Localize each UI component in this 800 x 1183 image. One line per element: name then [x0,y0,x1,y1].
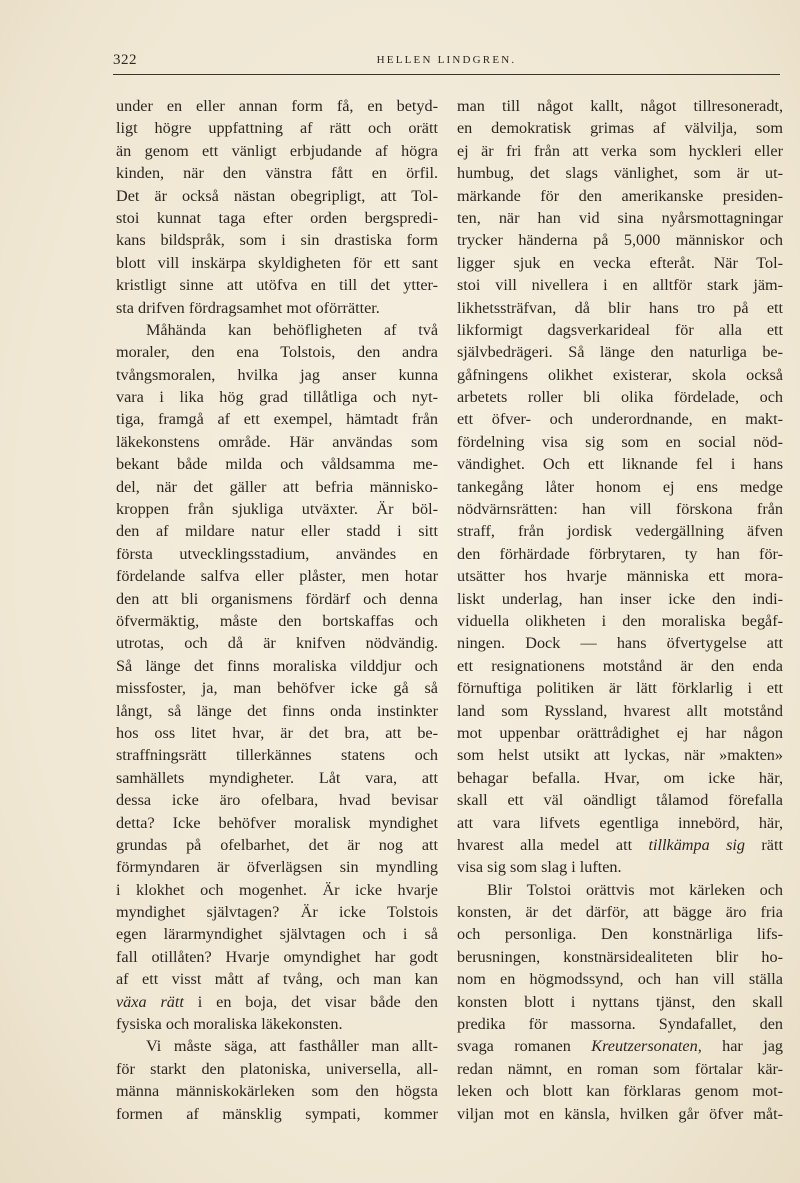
text-line: viduella olikheten i den moraliska begåf- [457,611,783,630]
text-line: den af mildare natur eller stadd i sitt [116,522,438,541]
text-line: dessa icke äro ofelbara, hvad bevisar [116,791,438,810]
left-text-column [116,95,438,1125]
text-line: ten, när han vid sina nyårsmottagningar [457,208,783,227]
text-segment: svaga romanen [457,1037,592,1056]
text-line: öfvermäktig, måste den bortskaffas och [116,611,438,630]
text-line: konsten, är det därför, att bägge äro fria [457,903,783,922]
text-line: viljan mot en känsla, hvilken går öfver måt- [457,1104,783,1123]
text-line: ett resignationens motstånd är den enda [457,656,783,675]
text-line: skall ett väl oändligt tålamod förefalla [457,791,783,810]
text-line: att vara lifvets egentliga innebörd, här, [457,813,783,832]
text-line: ningen. Dock — hans öfvertygelse att [457,634,783,653]
text-line: ligger sjuk en vecka efteråt. När Tol- [457,253,783,272]
text-line: ej är fri från att verka som hyckleri eller [457,141,783,160]
text-line: liskt underlag, han inser icke den indi- [457,589,783,608]
text-line: land som Ryssland, hvarest allt motstånd [457,701,783,720]
text-line: humbug, det slags vänlighet, som är ut- [457,164,783,183]
italic-emphasis: tillkämpa sig [648,835,745,854]
text-line: tankegång låter honom ej ens medge [457,477,783,496]
text-line: ett öfver- och underordnande, en makt- [457,410,783,429]
text-line: del, när det gäller att befria människo- [116,477,438,496]
text-line: stoi kunnat taga efter orden bergspredi- [116,208,438,227]
text-line: en demokratisk grimas af välvilja, som [457,119,783,138]
text-line: märkande för den amerikanske presiden- [457,186,783,205]
text-line: Vi måste säga, att fasthåller man allt- [146,1037,438,1056]
text-line: kroppen från sjukliga utväxter. Är böl- [116,500,438,519]
text-line: under en eller annan form få, en betyd- [116,97,438,115]
text-line: man till något kallt, något tillresoneradt, [457,97,783,115]
text-line: gåfningens olikhet existerar, skola också [457,365,783,384]
text-line: bekant både milda och våldsamma me- [116,455,438,474]
text-line: formen af mänsklig sympati, kommer [116,1104,438,1123]
text-segment: rätt [745,835,783,854]
text-line: detta? Icke behöfver moralisk myndighet [116,813,438,832]
text-line: än genom ett vänligt erbjudande af högra [116,141,438,160]
text-line: behagar befalla. Hvar, om icke här, [457,768,783,787]
text-line: redan nämnt, en roman som förtalar kär- [457,1059,783,1078]
text-line: kristligt sinne att utöfva en till det ytter- [116,276,438,295]
text-line: mot uppenbar orättrådighet ej har någon [457,723,783,742]
text-line: leken och blott kan förklaras genom mot- [457,1082,783,1101]
text-line: utrotas, och då är knifven nödvändig. [116,634,438,653]
text-line: likformigt dagsverkarideal för alla ett [457,320,783,339]
text-line: vara i lika hög grad tillåtliga och nyt- [116,388,438,407]
text-line: sta drifven fördragsamhet mot oförrätter. [116,298,380,317]
text-line [457,834,783,856]
text-line: den förhärdade förbrytaren, ty han för- [457,544,783,563]
text-line: grundas på ofelbarhet, det är nog att [116,835,438,854]
text-line: visa sig som slag i luften. [457,858,622,877]
text-line: den att bli organismens fördärf och denna [116,589,438,608]
text-line: fall otillåten? Hvarje omyndighet har godt [116,947,438,966]
text-line: långt, så länge det finns onda instinkter [116,701,438,720]
text-segment: hvarest alla medel att [457,835,649,854]
text-line: trycker händerna på 5,000 människor och [457,231,783,250]
text-line: självbedrägeri. Så länge den naturliga be- [457,343,783,362]
text-line: konsten blott i nyttans tjänst, den skall [457,992,783,1011]
text-segment: har jag [701,1037,783,1056]
text-line: i klokhet och mogenhet. Är icke hvarje [116,880,438,899]
text-line: myndighet självtagen? Är icke Tolstois [116,903,438,922]
text-line: Blir Tolstoi orättvis mot kärleken och [487,880,783,899]
text-line: vändighet. Och ett liknande fel i hans [457,455,783,474]
text-line: och personliga. Den konstnärliga lifs- [457,925,783,944]
right-text-column [457,95,783,1125]
text-line: Måhända kan behöfligheten af två [146,320,438,339]
text-line: hos oss litet hvar, är det bra, att be- [116,723,438,742]
page-header [113,52,780,75]
italic-emphasis: växa rätt [116,992,184,1011]
text-line: predika för massorna. Syndafallet, den [457,1015,783,1034]
text-line: missfoster, ja, man behöfver icke gå så [116,679,438,698]
text-line: berusningen, konstnärsidealiteten blir ho- [457,947,783,966]
text-line: Det är också nästan obegripligt, att Tol- [116,186,438,205]
page-number: 322 [113,52,137,68]
text-line: ligt högre uppfattning af rätt och orätt [116,119,438,138]
text-line [116,991,438,1013]
text-line: som helst utsikt att lyckas, när »makten» [457,746,783,765]
text-line: förnuftiga politiken är lätt förklarlig i ett [457,679,783,698]
text-line: blott vill inskärpa skyldigheten för ett sant [116,253,438,272]
text-line: straffningsrätt tillerkännes statens och [116,746,438,765]
text-line: kinden, när den vänstra fått en örfil. [116,164,438,183]
text-line: arbetets roller bli olika fördelade, och [457,388,783,407]
text-line: för starkt den platoniska, universella, all- [116,1059,438,1078]
text-line: samhällets myndigheter. Låt vara, att [116,768,438,787]
text-line: fysiska och moraliska läkekonsten. [116,1015,343,1034]
text-line: nom en högmodssynd, och han vill ställa [457,970,783,989]
text-line: läkekonstens område. Här användas som [116,432,438,451]
text-line: männa människokärleken som den högsta [116,1082,438,1101]
text-line [457,1035,783,1057]
text-line: af ett visst mått af tvång, och man kan [116,970,438,989]
text-segment: i en boja, det visar både den [183,992,438,1011]
text-line: tvångsmoralen, hvilka jag anser kunna [116,365,438,384]
text-line: kans bildspråk, som i sin drastiska form [116,231,438,250]
italic-emphasis: Kreutzersonaten, [591,1037,702,1056]
text-line: Så länge det finns moraliska vilddjur och [116,656,438,675]
text-line: egen lärarmyndighet självtagen och i så [116,925,438,944]
text-line: straff, från jordisk vedergällning äfven [457,522,783,541]
text-line: fördelande salfva eller plåster, men hotar [116,567,438,586]
text-line: förmyndaren är öfverlägsen sin myndling [116,858,438,877]
text-line: fördelning visa sig som en social nöd- [457,432,783,451]
text-line: utsätter hos hvarje människa ett mora- [457,567,783,586]
text-line: första utvecklingsstadium, användes en [116,544,438,563]
running-head: HELLEN LINDGREN. [376,54,517,66]
text-line: moraler, den ena Tolstois, den andra [116,343,438,362]
text-line: nödvärnsrätten: han vill förskona från [457,500,783,519]
text-line: stoi vill nivellera i en alltför stark jäm- [457,276,783,295]
text-line: tiga, framgå af ett exempel, hämtadt från [116,410,438,429]
text-line: likhetssträfvan, då blir hans tro på ett [457,298,783,317]
